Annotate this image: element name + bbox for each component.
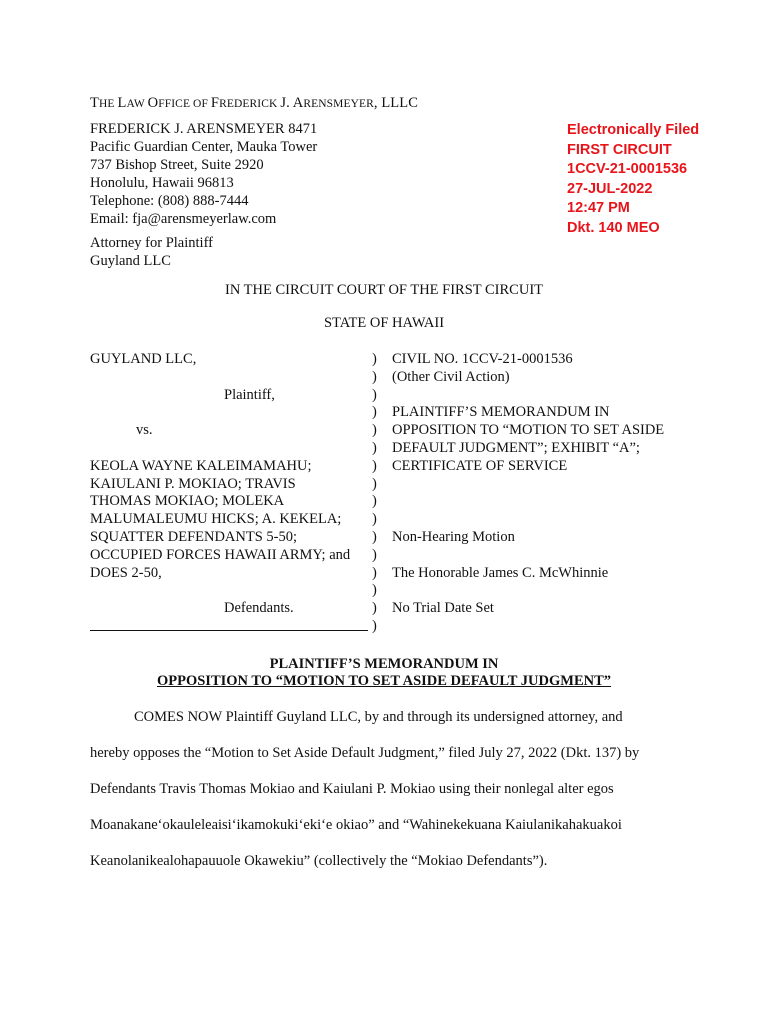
caption-paren: ) bbox=[372, 511, 377, 528]
firm-name-part: J. A bbox=[280, 95, 304, 111]
caption-paren: ) bbox=[372, 600, 377, 617]
stamp-line: Electronically Filed bbox=[567, 122, 700, 138]
caption-paren-column bbox=[372, 351, 384, 636]
caption-defendant-line: OCCUPIED FORCES HAWAII ARMY; and bbox=[90, 546, 351, 563]
attorney-address-block bbox=[90, 120, 317, 228]
caption-plaintiff-role: Plaintiff, bbox=[224, 386, 275, 403]
address-line: 737 Bishop Street, Suite 2920 bbox=[90, 157, 264, 173]
firm-name-part: RENSMEYER bbox=[303, 98, 374, 110]
caption-paren: ) bbox=[372, 404, 377, 421]
document-title-line: DEFAULT JUDGMENT”; EXHIBIT “A”; bbox=[392, 439, 640, 456]
electronic-filing-stamp bbox=[567, 121, 699, 238]
firm-name-part: T bbox=[90, 95, 99, 111]
client-name-line: Guyland LLC bbox=[90, 253, 171, 269]
firm-name-part: O bbox=[147, 95, 159, 111]
stamp-line: Dkt. 140 MEO bbox=[567, 219, 660, 236]
stamp-line: FIRST CIRCUIT bbox=[567, 141, 672, 158]
body-paragraph-line: hereby opposes the “Motion to Set Aside Default Judgment,” filed July 27, 2022 (Dkt. 137) by bbox=[90, 745, 640, 761]
stamp-line: 1CCV-21-0001536 bbox=[567, 161, 688, 177]
caption-defendant-role: Defendants. bbox=[224, 600, 294, 617]
address-line: FREDERICK J. ARENSMEYER 8471 bbox=[90, 121, 318, 137]
firm-name-part: REDERICK bbox=[219, 98, 281, 110]
firm-name-part: L bbox=[117, 95, 127, 111]
address-line: Honolulu, Hawaii 96813 bbox=[90, 175, 234, 191]
firm-name-part: FFICE OF bbox=[158, 98, 211, 110]
caption-divider-line bbox=[90, 630, 368, 631]
attorney-for-block bbox=[90, 234, 213, 270]
caption-defendant-line: KAIULANI P. MOKIAO; TRAVIS bbox=[90, 475, 296, 492]
trial-date-status: No Trial Date Set bbox=[392, 600, 494, 617]
caption-versus: vs. bbox=[136, 422, 153, 439]
stamp-line: 27-JUL-2022 bbox=[567, 180, 653, 197]
document-title-line: OPPOSITION TO “MOTION TO SET ASIDE bbox=[392, 422, 665, 439]
body-paragraph-line: COMES NOW Plaintiff Guyland LLC, by and through its undersigned attorney, and bbox=[134, 709, 623, 725]
caption-paren: ) bbox=[372, 386, 377, 403]
caption-paren: ) bbox=[372, 493, 377, 510]
caption-defendant-line: KEOLA WAYNE KALEIMAMAHU; bbox=[90, 457, 312, 474]
attorney-for-line: Attorney for Plaintiff bbox=[90, 235, 213, 251]
caption-defendant-line: THOMAS MOKIAO; MOLEKA bbox=[90, 493, 285, 510]
action-type: (Other Civil Action) bbox=[392, 368, 510, 385]
caption-paren: ) bbox=[372, 546, 377, 563]
caption-paren: ) bbox=[372, 422, 377, 439]
telephone-line: Telephone: (808) 888-7444 bbox=[90, 193, 249, 209]
caption-paren: ) bbox=[372, 457, 377, 474]
address-line: Pacific Guardian Center, Mauka Tower bbox=[90, 139, 318, 155]
document-title-line: CERTIFICATE OF SERVICE bbox=[392, 457, 568, 474]
judge-name: The Honorable James C. McWhinnie bbox=[392, 564, 609, 581]
court-state: STATE OF HAWAII bbox=[323, 315, 445, 331]
stamp-line: 12:47 PM bbox=[567, 200, 630, 216]
body-paragraph-line: Moanakane‘okauleleaisi‘ikamokuki‘eki‘e okiao” and “Wahinekekuana Kaiulanikahakuakoi bbox=[90, 817, 622, 833]
hearing-status: Non-Hearing Motion bbox=[392, 528, 515, 545]
law-office-name bbox=[90, 95, 418, 112]
court-name: IN THE CIRCUIT COURT OF THE FIRST CIRCUIT bbox=[224, 282, 544, 298]
caption-case-info bbox=[392, 351, 732, 636]
firm-name-part: HE bbox=[98, 98, 118, 110]
caption-defendant-line: SQUATTER DEFENDANTS 5-50; bbox=[90, 528, 298, 545]
civil-number: CIVIL NO. 1CCV-21-0001536 bbox=[392, 351, 573, 367]
firm-name-part: , LLLC bbox=[373, 95, 418, 111]
firm-name-part: F bbox=[210, 95, 220, 111]
body-paragraph-line: Defendants Travis Thomas Mokiao and Kaiulani P. Mokiao using their nonlegal alter egos bbox=[90, 781, 614, 797]
memo-title-line2: OPPOSITION TO “MOTION TO SET ASIDE DEFAULT JUDGMENT” bbox=[156, 673, 612, 689]
caption-paren: ) bbox=[372, 475, 377, 492]
caption-paren: ) bbox=[372, 617, 377, 634]
caption-defendant-line: MALUMALEUMU HICKS; A. KEKELA; bbox=[90, 511, 342, 528]
document-title-line: PLAINTIFF’S MEMORANDUM IN bbox=[392, 404, 610, 421]
body-paragraph-line: Keanolanikealohapauuole Okawekiu” (collectively the “Mokiao Defendants”). bbox=[90, 853, 548, 869]
caption-paren: ) bbox=[372, 439, 377, 456]
caption-paren: ) bbox=[372, 351, 377, 367]
caption-paren: ) bbox=[372, 528, 377, 545]
caption-plaintiff-name: GUYLAND LLC, bbox=[90, 351, 197, 367]
caption-defendant-line: DOES 2-50, bbox=[90, 564, 162, 581]
caption-paren: ) bbox=[372, 582, 377, 599]
caption-paren: ) bbox=[372, 564, 377, 581]
memo-title-line1: PLAINTIFF’S MEMORANDUM IN bbox=[269, 656, 499, 672]
email-line: Email: fja@arensmeyerlaw.com bbox=[90, 211, 277, 227]
caption-parties bbox=[90, 351, 370, 618]
caption-paren: ) bbox=[372, 368, 377, 385]
firm-name-part: AW bbox=[126, 98, 148, 110]
